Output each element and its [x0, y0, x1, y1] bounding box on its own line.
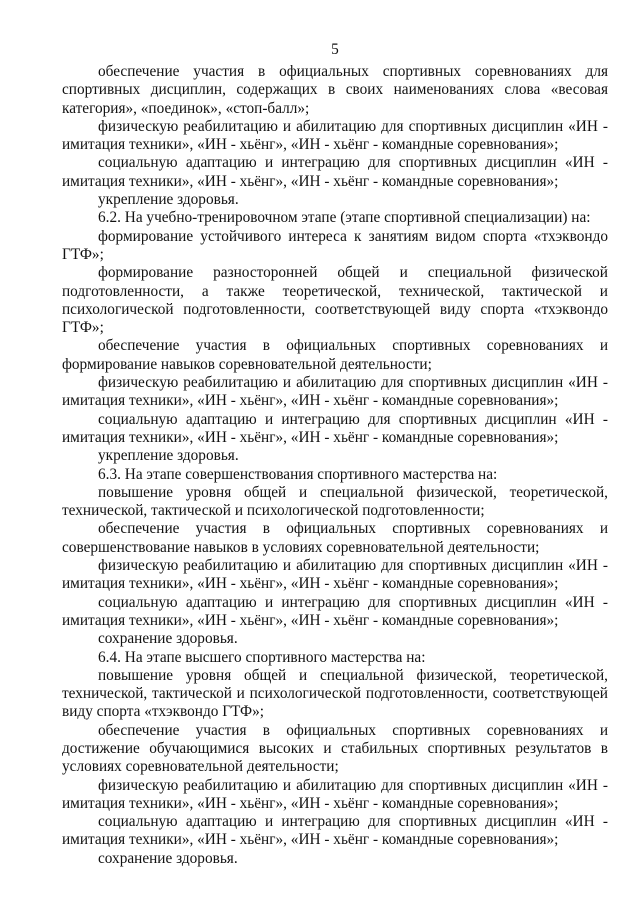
section-heading-6-3: 6.3. На этапе совершенствования спортивного мастерства на:: [98, 465, 498, 483]
paragraph: физическую реабилитацию и абилитацию для спортивных дисциплин «ИН - имитация техники», «ИН - хьёнг», «ИН - хьёнг - командные соревнования»;: [62, 557, 608, 593]
paragraph: сохранение здоровья.: [98, 849, 238, 867]
paragraph: физическую реабилитацию и абилитацию для спортивных дисциплин «ИН - имитация техники», «ИН - хьёнг», «ИН - хьёнг - командные соревнования»;: [62, 117, 608, 154]
paragraph: обеспечение участия в официальных спортивных соревнованиях для спортивных дисциплин, содержащих в своих наименованиях слова «весовая категория», «поединок», «стоп-балл»;: [62, 63, 608, 117]
section-heading-6-4: 6.4. На этапе высшего спортивного мастерства на:: [98, 648, 426, 666]
paragraph: физическую реабилитацию и абилитацию для спортивных дисциплин «ИН - имитация техники», «ИН - хьёнг», «ИН - хьёнг - командные соревнования»;: [62, 374, 608, 410]
paragraph: обеспечение участия в официальных спортивных соревнованиях и совершенствование навыков в условиях соревновательной деятельности;: [62, 520, 608, 556]
paragraph: социальную адаптацию и интеграцию для спортивных дисциплин «ИН - имитация техники», «ИН - хьёнг», «ИН - хьёнг - командные соревнования»;: [62, 154, 608, 190]
paragraph: повышение уровня общей и специальной физической, теоретической, технической, тактической и психологической подготовленности;: [62, 483, 608, 520]
paragraph: укрепление здоровья.: [98, 447, 239, 465]
paragraph: сохранение здоровья.: [98, 630, 238, 648]
paragraph: формирование разносторонней общей и специальной физической подготовленности, а также теоретической, технической, тактической и психологической подготовленности, соответствующей виду спорта «тхэквондо ГТФ»;: [62, 264, 608, 337]
paragraph: укрепление здоровья.: [98, 191, 239, 209]
paragraph: обеспечение участия в официальных спортивных соревнованиях и достижение обучающимися высоких и стабильных спортивных результатов в условиях соревновательной деятельности;: [62, 721, 608, 776]
paragraph: социальную адаптацию и интеграцию для спортивных дисциплин «ИН - имитация техники», «ИН - хьёнг», «ИН - хьёнг - командные соревнования»;: [62, 813, 608, 849]
paragraph: физическую реабилитацию и абилитацию для спортивных дисциплин «ИН - имитация техники», «ИН - хьёнг», «ИН - хьёнг - командные соревнования»;: [62, 776, 608, 812]
paragraph: формирование устойчивого интереса к занятиям видом спорта «тхэквондо ГТФ»;: [62, 227, 608, 263]
page-number: 5: [331, 41, 339, 58]
paragraph: повышение уровня общей и специальной физической, теоретической, технической, тактической и психологической подготовленности, соответствующей виду спорта «тхэквондо ГТФ»;: [62, 666, 608, 721]
paragraph: обеспечение участия в официальных спортивных соревнованиях и формирование навыков соревновательной деятельности;: [62, 337, 608, 373]
paragraph: социальную адаптацию и интеграцию для спортивных дисциплин «ИН - имитация техники», «ИН - хьёнг», «ИН - хьёнг - командные соревнования»;: [62, 593, 608, 629]
paragraph: социальную адаптацию и интеграцию для спортивных дисциплин «ИН - имитация техники», «ИН - хьёнг», «ИН - хьёнг - командные соревнования»;: [62, 410, 608, 446]
section-heading-6-2: 6.2. На учебно-тренировочном этапе (этапе спортивной специализации) на:: [98, 209, 591, 227]
document-body: [62, 63, 608, 868]
